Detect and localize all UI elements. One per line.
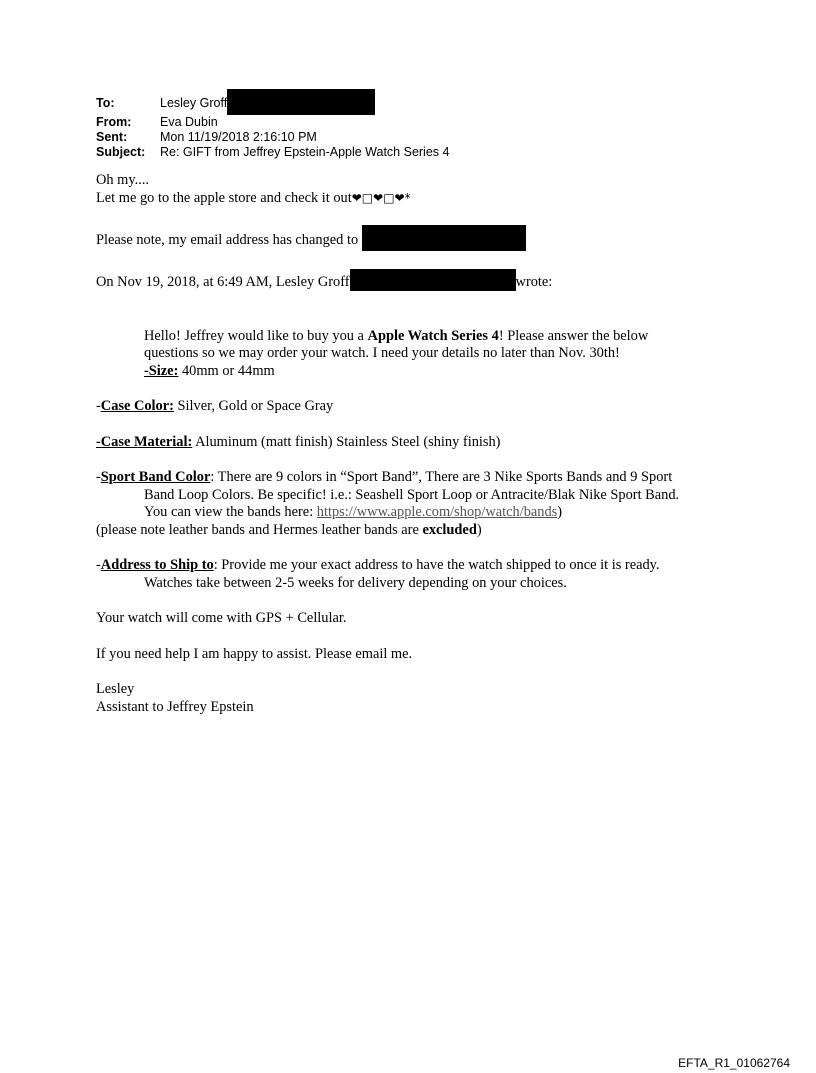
case-color-line — [96, 398, 696, 416]
ship-to-text: : Provide me your exact address to have the watch shipped to once it is ready. Watches take between 2-5 weeks for delivery depending on your choices. — [144, 557, 660, 591]
signature-name: Lesley — [96, 681, 135, 697]
size-line — [144, 363, 696, 381]
reply-line-1: Oh my.... — [96, 172, 150, 188]
from-value: Eva Dubin — [160, 115, 218, 129]
band-color-label: Sport Band Color — [100, 469, 211, 485]
excluded-text-b: ) — [476, 521, 482, 538]
signature-title: Assistant to Jeffrey Epstein — [96, 698, 254, 715]
gps-line: Your watch will come with GPS + Cellular. — [96, 610, 347, 626]
reply-line-2 — [96, 190, 696, 208]
quote-intro-wrote: wrote: — [515, 274, 553, 290]
to-value: Lesley Groff — [160, 96, 228, 110]
intro-text-b: ! Please answer the below questions so we may order your watch. I need your details no later than Nov. 30th! — [144, 327, 649, 361]
subject-label: Subject: — [96, 145, 146, 159]
sent-label: Sent: — [96, 130, 128, 144]
from-label: From: — [96, 115, 132, 129]
case-material-value: Aluminum (matt finish) Stainless Steel (shiny finish) — [192, 433, 501, 450]
quote-intro-text: On Nov 19, 2018, at 6:49 AM, Lesley Groff — [96, 274, 350, 290]
heart-glyphs: ❤□❤□❤* — [351, 190, 411, 205]
excluded-bold: excluded — [422, 521, 477, 538]
subject-value: Re: GIFT from Jeffrey Epstein-Apple Watch Series 4 — [160, 145, 450, 159]
bands-link[interactable]: https://www.apple.com/shop/watch/bands — [316, 504, 558, 520]
ship-to-line — [96, 557, 696, 592]
band-color-text: : There are 9 colors in “Sport Band”, There are 3 Nike Sports Bands and 9 Sport Band Loop Colors. Be specific! i.e.: Seashell Sport Loop or Antracite/Blak Nike Sport Band. You can view the bands here: — [144, 469, 680, 520]
excluded-text-a: (please note leather bands and Hermes leather bands are — [96, 521, 423, 538]
excluded-line — [96, 522, 696, 540]
email-body — [96, 172, 696, 716]
dash: - — [96, 398, 101, 414]
sent-value: Mon 11/19/2018 2:16:10 PM — [160, 130, 317, 144]
quote-intro — [96, 269, 696, 292]
intro-text-a: Hello! Jeffrey would like to buy you a — [144, 327, 368, 344]
email-header — [96, 96, 449, 160]
case-material-label: -Case Material: — [96, 433, 193, 450]
dash: - — [96, 469, 101, 485]
redaction-box — [350, 269, 516, 291]
case-material-line — [96, 434, 696, 452]
quoted-intro — [96, 328, 696, 381]
to-row — [96, 96, 449, 115]
address-note-text: Please note, my email address has changed to — [96, 232, 359, 248]
subject-row — [96, 145, 449, 160]
size-label: -Size: — [144, 362, 179, 379]
to-label: To: — [96, 96, 115, 110]
address-note — [96, 225, 696, 251]
dash: - — [96, 557, 101, 573]
reply-line-2-text: Let me go to the apple store and check it out — [96, 189, 352, 206]
from-row — [96, 115, 449, 130]
ship-to-label: Address to Ship to — [100, 557, 214, 573]
redaction-box — [227, 89, 375, 115]
size-value: 40mm or 44mm — [178, 362, 275, 379]
band-color-line — [96, 469, 696, 522]
sent-row — [96, 130, 449, 145]
case-color-label: Case Color: — [100, 398, 174, 414]
help-line: If you need help I am happy to assist. Please email me. — [96, 645, 413, 662]
intro-product: Apple Watch Series 4 — [367, 327, 499, 344]
band-close: ) — [557, 504, 563, 520]
case-color-value: Silver, Gold or Space Gray — [173, 398, 334, 414]
document-id: EFTA_R1_01062764 — [678, 1056, 790, 1070]
redaction-box — [362, 225, 526, 251]
